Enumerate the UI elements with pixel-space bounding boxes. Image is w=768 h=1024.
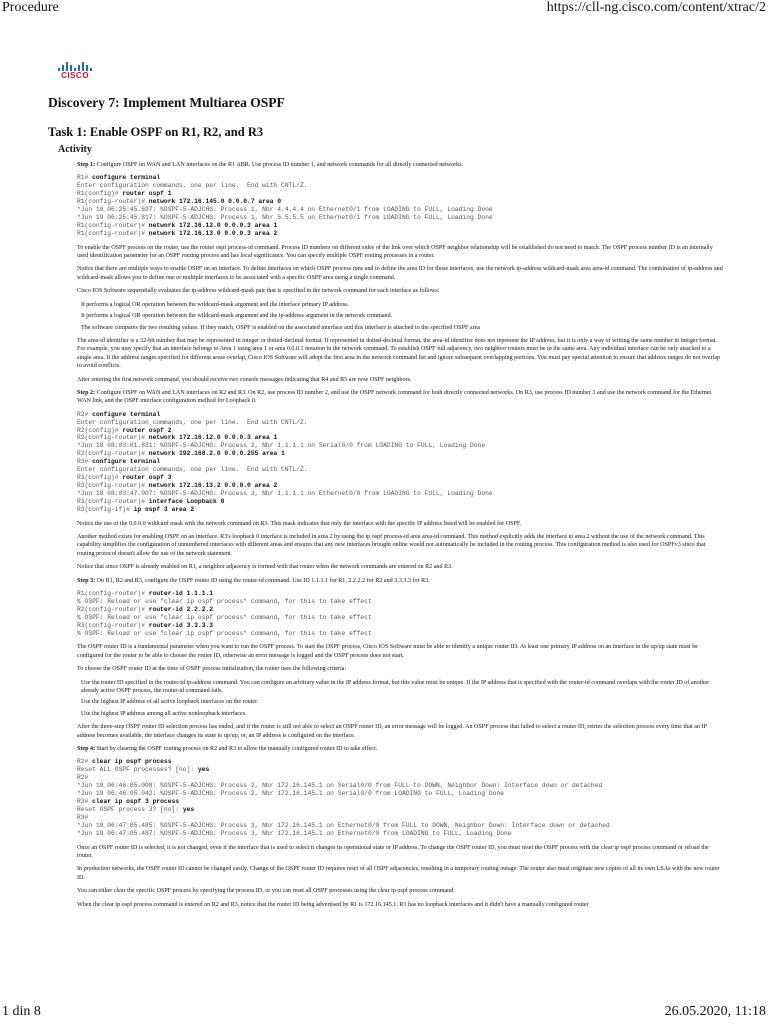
task-title: Task 1: Enable OSPF on R1, R2, and R3 bbox=[48, 125, 264, 139]
code-line: *Jun 19 06:47:05.487: %OSPF-5-ADJCHG: Process 3, Nbr 172.16.145.1 on Ethernet0/0 from LOADING to FULL, Loading Done bbox=[77, 829, 512, 837]
code-line: R1(config-router)# network 172.16.13.0 0.0.0.3 area 2 bbox=[77, 229, 278, 237]
code-line: R3# configure terminal bbox=[77, 458, 161, 466]
code-block-4 bbox=[77, 758, 724, 837]
paragraph: You can either clear the specific OSPF process by specifying the process ID, or you can reset all OSPF processes using the clear ip ospf process command. bbox=[77, 888, 455, 895]
code-line: R2(config)# router ospf 2 bbox=[77, 426, 172, 434]
step-4: Step 4: Start by clearing the OSPF routing process on R2 and R3 to allow the manually configured router ID to take effect. bbox=[77, 746, 378, 753]
activity-body bbox=[77, 161, 724, 909]
print-footer bbox=[0, 1004, 768, 1022]
code-line: Enter configuration commands, one per line. End with CNTL/Z. bbox=[77, 182, 308, 190]
code-line: R2(config-router)# router-id 2.2.2.2 bbox=[77, 605, 214, 613]
evaluation-list bbox=[81, 301, 724, 332]
code-line: *Jun 19 06:47:05.485: %OSPF-5-ADJCHG: Process 3, Nbr 172.16.145.1 on Ethernet0/0 from FULL to DOWN, Neighbor Down: Interface down or detached bbox=[77, 821, 610, 829]
code-line: *Jun 18 08:03:01.831: %OSPF-5-ADJCHG: Process 2, Nbr 1.1.1.1 on Serial0/0 from LOADING to FULL, Loading Done bbox=[77, 442, 486, 450]
paragraph: Cisco IOS Software sequentially evaluates the ip-address wildcard-mask pair that is specified in the network command for each interface as follows: bbox=[77, 288, 440, 295]
code-line: R2# bbox=[77, 774, 89, 782]
list-item: Use the highest IP address among all active nonloopback interfaces. bbox=[81, 710, 247, 717]
paragraph: Notice that since OSPF is already enabled on R1, a neighbor adjacency is formed with that router when the network commands are entered on R2 and R3. bbox=[77, 564, 453, 571]
code-line: *Jun 19 06:25:45.817: %OSPF-5-ADJCHG: Process 1, Nbr 5.5.5.5 on Ethernet0/1 from LOADING to FULL, Loading Done bbox=[77, 213, 493, 221]
code-block-1 bbox=[77, 174, 724, 237]
list-item: It performs a logical OR operation between the wildcard-mask argument and the ip-address argument in the network command. bbox=[81, 313, 393, 320]
paragraph: The area-id identifier is a 32-bit number that may be represented in integer or dotted-decimal format. If represented in dotted-decimal format, the area-id identifier does not represent the IP address, but it is only a way of writing the same number in integer format. For example, you may specify that an interface belongs to Area 1 using area 1 or area 0.0.0.1 notation in the network command. To establish OSPF full adjacency, two neighbor routers must be in the same area. Any individual interface can be only attached to a single area. If the address ranges specified for different areas overlap, Cisco IOS Software will adopt the first area in the network command list and ignore subsequent overlapping portions. You must pay special attention to ensure that address ranges do not overlap to avoid conflicts. bbox=[77, 337, 721, 370]
print-header bbox=[0, 0, 768, 18]
code-line: *Jun 19 06:46:05.008: %OSPF-5-ADJCHG: Process 2, Nbr 172.16.145.1 on Serial0/0 from FULL to DOWN, Neighbor Down: Interface down or detached bbox=[77, 782, 603, 790]
code-line: R2# clear ip ospf process bbox=[77, 758, 172, 766]
router-id-criteria-list bbox=[81, 679, 724, 719]
code-block-3 bbox=[77, 590, 724, 637]
step-2: Step 2: Configure OSPF on WAN and LAN interfaces on R2 and R3. On R2, use process ID number 2, and use the OSPF network command for both directly connected networks. On R3, use process ID number 3 and use the network command for the Ethernet WAN link, and the OSPF interface configuration method for Loopback 0. bbox=[77, 389, 712, 405]
code-line: R1(config-router)# network 172.16.12.0 0.0.0.3 area 1 bbox=[77, 221, 278, 229]
list-item: Use the highest IP address of all active loopback interfaces on the router. bbox=[81, 699, 259, 706]
code-line: R3(config-router)# network 172.16.13.2 0.0.0.0 area 2 bbox=[77, 481, 278, 489]
code-line: Reset ALL OSPF processes? [no]: yes bbox=[77, 766, 210, 774]
code-line: R1(config-router)# router-id 1.1.1.1 bbox=[77, 589, 214, 597]
paragraph: Once an OSPF router ID is selected, it is not changed, even if the interface that is used to select it changes its operational state or IP address. To change the OSPF router ID, you must reset the OSPF process with the clear ip ospf process command or reload the router. bbox=[77, 844, 709, 859]
list-item: Use the router ID specified in the router-id ip-address command. You can configure an arbitrary value in the IP address format, but this value must be unique. If the IP address that is specified with the router-id command overlaps with the router ID of another already active OSPF process, the router-id command fails. bbox=[81, 679, 710, 695]
code-block-2 bbox=[77, 411, 724, 514]
paragraph: After entering the first network command, you should receive two console messages indicating that R4 and R5 are now OSPF neighbors. bbox=[77, 376, 412, 383]
code-line: R3# clear ip ospf 3 process bbox=[77, 798, 180, 805]
code-line: R1# configure terminal bbox=[77, 174, 161, 182]
paragraph: After the three-step OSPF router ID selection process has ended, and if the router is still not able to select an OSPF router ID, an error message will be logged. An OSPF process that failed to select a router ID, retries the selection process every time that an IP address becomes available, the interface changes its state to up/up, or, an IP address is configured on the interface. bbox=[77, 724, 707, 739]
print-timestamp: 26.05.2020, 11:18 bbox=[664, 1004, 766, 1019]
list-item: The software compares the two resulting values. If they match, OSPF is enabled on the associated interface and this interface is attached to the specified OSPF area bbox=[81, 324, 481, 331]
paragraph: Another method exists for enabling OSPF on an interface. R3's loopback 0 interface is included in area 2 by using the ip ospf process-id area area-id command. This method explicitly adds the interface to area 2 without the use of the network command. This capability simplifies the configuration of unnumbered interfaces with different areas and ensures that any new interfaces brought online would not automatically be included in the routing process. This configuration method is also used for OSPFv3 since that routing protocol doesn't allow the use of the network statement. bbox=[77, 533, 706, 557]
code-line: % OSPF: Reload or use "clear ip ospf process" command, for this to take effect bbox=[77, 629, 372, 637]
page-number: 1 din 8 bbox=[2, 1004, 41, 1019]
paragraph: To enable the OSPF process on the router, use the router ospf process-id command. Process ID numbers on different sides of the link over which OSPF neighbor relationship will be established do not need to match. The OSPF process number ID is an internally used identification parameter for an OSPF routing process and has local significance. You can specify multiple OSPF routing processes in a router. bbox=[77, 244, 713, 260]
code-line: Enter configuration commands, one per line. End with CNTL/Z. bbox=[77, 466, 308, 474]
cisco-logo bbox=[58, 60, 92, 82]
code-line: R1(config-router)# network 172.16.145.0 0.0.0.7 area 0 bbox=[77, 198, 282, 206]
cisco-logo-bars bbox=[58, 60, 92, 71]
document-content bbox=[48, 95, 724, 914]
code-line: R2# configure terminal bbox=[77, 410, 161, 418]
list-item: It performs a logical OR operation between the wildcard-mask argument and the interface primary IP address. bbox=[81, 301, 350, 308]
code-line: *Jun 19 06:46:05.042: %OSPF-5-ADJCHG: Process 2, Nbr 172.16.145.1 on Serial0/0 from LOADING to FULL, Loading Done bbox=[77, 790, 504, 798]
paragraph: When the clear ip ospf process command is entered on R2 and R3, notice that the router ID being advertised by R1 is 172.16.145.1. R1 has no loopback interfaces and it didn't have a manually configured router bbox=[77, 901, 589, 908]
activity-heading: Activity bbox=[58, 144, 92, 155]
step-1: Step 1: Configure OSPF on WAN and LAN interfaces on the R1 ABR. Use process ID number 1, and network commands for all directly connected networks. bbox=[77, 162, 464, 168]
code-line: R3(config)# router ospf 3 bbox=[77, 474, 172, 481]
code-line: R1(config)# router ospf 1 bbox=[77, 190, 172, 198]
code-line: *Jun 19 06:25:45.697: %OSPF-5-ADJCHG: Process 1, Nbr 4.4.4.4 on Ethernet0/1 from LOADING to FULL, Loading Done bbox=[77, 206, 493, 214]
paragraph: To choose the OSPF router ID at the time of OSPF process initialization, the router uses the following criteria: bbox=[77, 666, 347, 673]
paragraph: In production networks, the OSPF router ID cannot be changed easily. Change of the OSPF router ID requires reset of all OSPF adjacencies, resulting in a temporary routing outage. The router also must originate new copies of all its own LSAs with the new router ID. bbox=[77, 866, 720, 881]
step-3: Step 3: On R1, R2 and R3, configure the OSPF router ID using the router-id command. Use ID 1.1.1.1 for R1, 2.2.2.2 for R2 and 3.3.3.3 for R3. bbox=[77, 577, 430, 584]
cisco-logo-word: CISCO bbox=[61, 71, 89, 80]
paragraph: The OSPF router ID is a fundamental parameter when you want to run the OSPF process. To start the OSPF process, Cisco IOS Software must be able to identify a unique router ID. At least one primary IP address on an interface in the up/up state must be configured for the router to be able to choose the router ID, otherwise an error message is logged and the OSPF process does not start. bbox=[77, 644, 699, 659]
code-line: R2(config-router)# network 192.168.2.0 0.0.0.255 area 1 bbox=[77, 450, 285, 458]
discovery-title: Discovery 7: Implement Multiarea OSPF bbox=[48, 95, 285, 110]
code-line: R3# bbox=[77, 813, 89, 821]
code-line: *Jun 18 08:03:47.007: %OSPF-5-ADJCHG: Process 3, Nbr 1.1.1.1 on Ethernet0/0 from LOADING to FULL, Loading Done bbox=[77, 489, 493, 497]
code-line: R3(config-if)# ip ospf 3 area 2 bbox=[77, 505, 195, 513]
code-line: R3(config-router)# router-id 3.3.3.3 bbox=[77, 621, 214, 629]
code-line: R2(config-router)# network 172.16.12.0 0.0.0.3 area 1 bbox=[77, 434, 278, 442]
code-line: Reset OSPF process 3? [no]: yes bbox=[77, 805, 195, 813]
code-line: % OSPF: Reload or use "clear ip ospf process" command, for this to take effect bbox=[77, 597, 372, 605]
print-header-title: Procedure bbox=[2, 0, 59, 15]
print-header-url[interactable]: https://cll-ng.cisco.com/content/xtrac/2 bbox=[546, 0, 766, 15]
code-line: Enter configuration commands, one per line. End with CNTL/Z. bbox=[77, 418, 308, 426]
code-line: % OSPF: Reload or use "clear ip ospf process" command, for this to take effect bbox=[77, 613, 372, 621]
code-line: R3(config-router)# interface Loopback 0 bbox=[77, 497, 225, 505]
paragraph: Notice the use of the 0.0.0.0 wildcard mask with the network command on R3. This mask indicates that only the interface with the specific IP address listed will be enabled for OSPF. bbox=[77, 520, 522, 527]
paragraph: Notice that there are multiple ways to enable OSPF on an interface. To define interfaces on which OSPF process runs and to define the area ID for those interfaces, use the network ip-address wildcard-mask area area-id command. The combination of ip-address and wildcard-mask allows you to define one or multiple interfaces to be associated with a specific OSPF area using a single command. bbox=[77, 266, 723, 281]
